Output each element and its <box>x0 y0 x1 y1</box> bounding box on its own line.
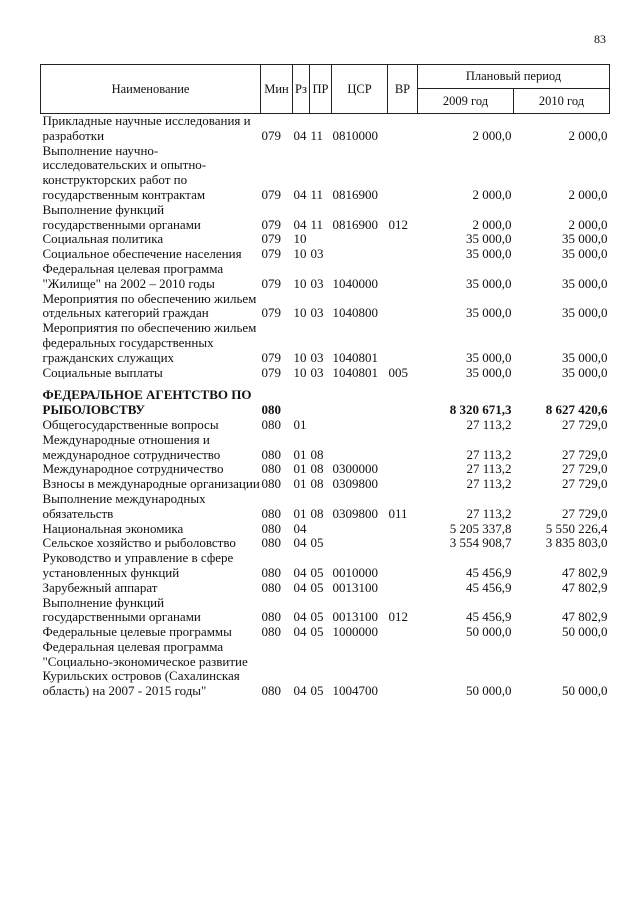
row-name: Выполнение функций государственными органами <box>42 594 201 625</box>
row-name: Зарубежный аппарат <box>42 579 158 595</box>
header-name: Наименование <box>41 65 261 114</box>
row-csr <box>332 232 388 247</box>
row-value-2010: 2 000,0 <box>568 186 608 202</box>
row-vr <box>388 625 418 640</box>
row-value-2010: 35 000,0 <box>562 246 608 262</box>
row-pr: 03 <box>310 305 324 321</box>
row-rz: 01 <box>293 505 307 521</box>
row-value-2009: 45 456,9 <box>466 609 512 625</box>
row-value-2010: 35 000,0 <box>562 349 608 365</box>
row-csr <box>332 522 388 537</box>
row-name: Выполнение научно-исследовательских и опытно-конструкторских работ по государственным контрактам <box>42 142 207 202</box>
row-value-2010: 2 000,0 <box>568 216 608 232</box>
row-vr: 012 <box>388 216 408 232</box>
row-csr: 0300000 <box>332 461 378 477</box>
row-csr <box>332 247 388 262</box>
row-min: 080 <box>261 564 281 580</box>
table-row <box>41 366 610 381</box>
row-value-2010: 35 000,0 <box>562 275 608 291</box>
row-pr: 03 <box>310 246 324 262</box>
row-min: 080 <box>261 446 281 462</box>
row-min: 080 <box>261 476 281 492</box>
row-value-2009: 27 113,2 <box>466 476 512 492</box>
row-pr: 03 <box>310 364 324 380</box>
row-min: 079 <box>261 186 281 202</box>
row-rz: 04 <box>293 624 307 640</box>
row-rz: 01 <box>293 461 307 477</box>
row-value-2010: 27 729,0 <box>562 446 608 462</box>
row-csr: 0013100 <box>332 579 378 595</box>
row-csr <box>332 380 388 418</box>
row-value-2010: 3 835 803,0 <box>545 535 608 551</box>
row-value-2010: 5 550 226,4 <box>545 520 608 536</box>
row-min: 079 <box>261 349 281 365</box>
row-vr <box>388 418 418 433</box>
row-name: Прикладные научные исследования и разработки <box>42 113 251 143</box>
row-csr: 0010000 <box>332 564 378 580</box>
row-rz: 04 <box>293 609 307 625</box>
row-value-2010: 47 802,9 <box>562 609 608 625</box>
row-value-2010: 27 729,0 <box>562 416 608 432</box>
row-vr <box>388 321 418 365</box>
row-name: Выполнение международных обязательств <box>42 490 206 521</box>
table-row <box>41 380 610 418</box>
row-value-2010: 27 729,0 <box>562 476 608 492</box>
row-rz: 10 <box>293 275 307 291</box>
row-csr: 0810000 <box>332 127 378 143</box>
row-pr: 08 <box>310 446 324 462</box>
row-value-2010: 50 000,0 <box>562 624 608 640</box>
row-min: 079 <box>261 127 281 143</box>
row-pr: 08 <box>310 461 324 477</box>
row-pr: 08 <box>310 476 324 492</box>
table-row <box>41 522 610 537</box>
table-body <box>41 114 610 700</box>
table-row <box>41 596 610 626</box>
row-rz: 01 <box>293 476 307 492</box>
row-value-2009: 35 000,0 <box>466 349 512 365</box>
row-value-2009: 35 000,0 <box>466 231 512 247</box>
row-value-2010: 47 802,9 <box>562 579 608 595</box>
row-name: Мероприятия по обеспечению жильем отдельных категорий граждан <box>42 290 257 321</box>
header-pr: ПР <box>310 65 332 114</box>
table-row <box>41 477 610 492</box>
table-row <box>41 581 610 596</box>
table-row <box>41 247 610 262</box>
header-year-2009: 2009 год <box>418 89 514 114</box>
row-rz: 04 <box>293 683 307 699</box>
row-pr: 05 <box>310 564 324 580</box>
row-name: Социальные выплаты <box>42 364 163 380</box>
table-row <box>41 492 610 522</box>
row-csr: 0816900 <box>332 216 378 232</box>
table-row <box>41 640 610 699</box>
row-min: 079 <box>261 364 281 380</box>
row-name: Взносы в международные организации <box>42 476 260 492</box>
row-value-2009: 35 000,0 <box>466 275 512 291</box>
row-rz: 04 <box>293 186 307 202</box>
header-csr: ЦСР <box>332 65 388 114</box>
row-name: Социальная политика <box>42 231 164 247</box>
row-vr <box>388 262 418 292</box>
row-rz: 10 <box>293 364 307 380</box>
row-value-2010: 47 802,9 <box>562 564 608 580</box>
row-rz: 04 <box>293 520 307 536</box>
table-row <box>41 114 610 144</box>
row-rz: 04 <box>293 535 307 551</box>
header-vr: ВР <box>388 65 418 114</box>
row-vr <box>388 292 418 322</box>
row-pr: 05 <box>310 683 324 699</box>
table-row <box>41 433 610 463</box>
row-min: 080 <box>261 609 281 625</box>
row-value-2009: 35 000,0 <box>466 364 512 380</box>
row-vr <box>388 581 418 596</box>
row-value-2009: 2 000,0 <box>472 127 512 143</box>
header-min: Мин <box>261 65 293 114</box>
row-value-2010: 2 000,0 <box>568 127 608 143</box>
row-value-2010: 27 729,0 <box>562 461 608 477</box>
table-row <box>41 144 610 203</box>
row-csr: 1040800 <box>332 305 378 321</box>
row-value-2009: 50 000,0 <box>466 624 512 640</box>
row-csr: 1040000 <box>332 275 378 291</box>
row-vr <box>388 380 418 418</box>
row-pr: 03 <box>310 349 324 365</box>
row-pr: 08 <box>310 505 324 521</box>
row-vr <box>388 232 418 247</box>
row-name: Международное сотрудничество <box>42 461 224 477</box>
row-rz: 04 <box>293 216 307 232</box>
row-value-2009: 45 456,9 <box>466 579 512 595</box>
row-vr <box>388 640 418 699</box>
row-vr <box>388 551 418 581</box>
row-rz: 04 <box>293 579 307 595</box>
row-value-2009: 27 113,2 <box>466 505 512 521</box>
row-vr <box>388 247 418 262</box>
row-min: 080 <box>261 683 281 699</box>
row-name: Федеральная целевая программа "Жилище" на 2002 – 2010 годы <box>42 260 224 291</box>
row-value-2009: 35 000,0 <box>466 305 512 321</box>
row-vr <box>388 144 418 203</box>
row-value-2010: 35 000,0 <box>562 231 608 247</box>
row-value-2009: 45 456,9 <box>466 564 512 580</box>
row-min: 080 <box>261 402 281 418</box>
row-pr: 11 <box>310 216 324 232</box>
header-rz: Рз <box>293 65 310 114</box>
table-row <box>41 462 610 477</box>
table-row <box>41 418 610 433</box>
row-rz: 04 <box>293 564 307 580</box>
table-row <box>41 203 610 233</box>
row-min: 080 <box>261 461 281 477</box>
page-number: 83 <box>594 32 606 46</box>
row-value-2009: 50 000,0 <box>466 683 512 699</box>
header-year-2010: 2010 год <box>514 89 610 114</box>
row-value-2009: 5 205 337,8 <box>449 520 512 536</box>
row-min: 079 <box>261 231 281 247</box>
table-row <box>41 262 610 292</box>
row-pr <box>310 380 332 418</box>
row-min: 079 <box>261 305 281 321</box>
row-name: Сельское хозяйство и рыболовство <box>42 535 236 551</box>
row-value-2010: 27 729,0 <box>562 505 608 521</box>
row-rz: 10 <box>293 305 307 321</box>
row-pr <box>310 418 332 433</box>
row-value-2009: 27 113,2 <box>466 446 512 462</box>
row-value-2010: 8 627 420,6 <box>545 402 608 418</box>
row-pr: 05 <box>310 535 324 551</box>
row-name: Руководство и управление в сфере установленных функций <box>42 550 234 580</box>
row-rz: 10 <box>293 349 307 365</box>
row-min: 079 <box>261 275 281 291</box>
table-row <box>41 292 610 322</box>
row-name: Федеральная целевая программа "Социально-экономическое развитие Курильских островов (Сахалинская область) на 2007 - 2015 годы" <box>42 638 248 699</box>
row-name: Мероприятия по обеспечению жильем федеральных государственных гражданских служащих <box>42 320 257 365</box>
row-csr: 0816900 <box>332 186 378 202</box>
row-vr <box>388 433 418 463</box>
row-pr <box>310 522 332 537</box>
row-vr: 005 <box>388 364 408 380</box>
row-pr: 05 <box>310 624 324 640</box>
row-name: Выполнение функций государственными органами <box>42 201 201 232</box>
table-row <box>41 321 610 365</box>
table-row <box>41 551 610 581</box>
row-pr <box>310 232 332 247</box>
row-csr: 0013100 <box>332 609 378 625</box>
row-min: 080 <box>261 535 281 551</box>
row-name: Международные отношения и международное сотрудничество <box>42 431 221 462</box>
row-min: 080 <box>261 520 281 536</box>
table-row <box>41 232 610 247</box>
header-planned-period: Плановый период <box>418 65 610 89</box>
row-csr: 0309800 <box>332 505 378 521</box>
row-csr: 0309800 <box>332 476 378 492</box>
row-value-2009: 2 000,0 <box>472 186 512 202</box>
row-vr: 011 <box>388 505 408 521</box>
table-row <box>41 625 610 640</box>
row-value-2009: 2 000,0 <box>472 216 512 232</box>
row-value-2009: 27 113,2 <box>466 416 512 432</box>
row-rz <box>293 380 310 418</box>
row-min: 080 <box>261 624 281 640</box>
row-min: 080 <box>261 416 281 432</box>
row-csr: 1000000 <box>332 624 378 640</box>
row-vr <box>388 114 418 144</box>
table-row <box>41 536 610 551</box>
row-name: Федеральные целевые программы <box>42 624 232 640</box>
row-csr: 1004700 <box>332 683 378 699</box>
row-value-2009: 3 554 908,7 <box>449 535 512 551</box>
budget-table <box>40 64 610 699</box>
row-pr: 03 <box>310 275 324 291</box>
row-csr <box>332 418 388 433</box>
row-min: 080 <box>261 505 281 521</box>
row-name: ФЕДЕРАЛЬНОЕ АГЕНТСТВО ПО РЫБОЛОВСТВУ <box>42 387 252 418</box>
row-value-2010: 35 000,0 <box>562 305 608 321</box>
row-min: 079 <box>261 216 281 232</box>
row-vr <box>388 536 418 551</box>
row-rz: 01 <box>293 446 307 462</box>
row-csr <box>332 536 388 551</box>
row-csr <box>332 433 388 463</box>
row-name: Национальная экономика <box>42 520 184 536</box>
row-value-2009: 35 000,0 <box>466 246 512 262</box>
row-name: Социальное обеспечение населения <box>42 246 242 262</box>
row-pr: 05 <box>310 609 324 625</box>
row-value-2010: 35 000,0 <box>562 364 608 380</box>
row-csr: 1040801 <box>332 349 378 365</box>
table-header <box>41 65 610 114</box>
row-vr <box>388 522 418 537</box>
row-vr <box>388 462 418 477</box>
row-vr <box>388 477 418 492</box>
row-rz: 10 <box>293 246 307 262</box>
row-pr: 05 <box>310 579 324 595</box>
row-rz: 01 <box>293 416 307 432</box>
row-value-2009: 27 113,2 <box>466 461 512 477</box>
row-vr: 012 <box>388 609 408 625</box>
row-pr: 11 <box>310 127 324 143</box>
row-min: 079 <box>261 246 281 262</box>
row-min: 080 <box>261 579 281 595</box>
row-csr: 1040801 <box>332 364 378 380</box>
row-rz: 04 <box>293 127 307 143</box>
row-value-2010: 50 000,0 <box>562 683 608 699</box>
row-name: Общегосударственные вопросы <box>42 416 219 432</box>
row-value-2009: 8 320 671,3 <box>449 402 512 418</box>
row-rz: 10 <box>293 231 307 247</box>
row-pr: 11 <box>310 186 324 202</box>
